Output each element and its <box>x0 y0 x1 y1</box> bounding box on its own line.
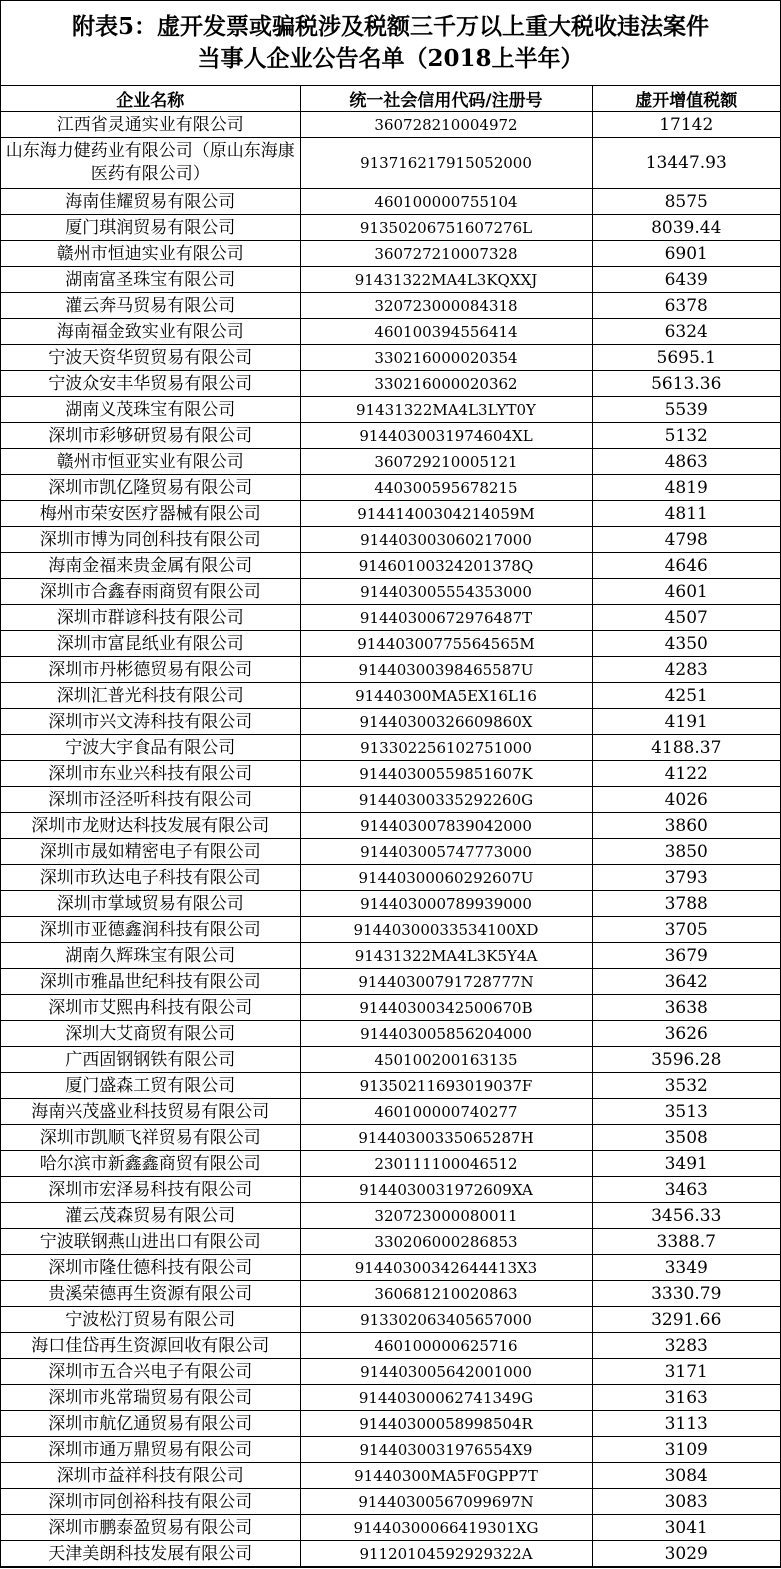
vat-amount-cell: 3109 <box>592 1437 780 1463</box>
table-row <box>1 1541 780 1567</box>
table-row <box>1 293 780 319</box>
credit-code-cell: 914403007839042000 <box>300 813 592 839</box>
header-credit-code: 统一社会信用代码/注册号 <box>300 86 592 112</box>
vat-amount-cell: 3850 <box>592 839 780 865</box>
company-name-cell: 湖南富圣珠宝有限公司 <box>1 267 300 293</box>
vat-amount-cell: 3642 <box>592 969 780 995</box>
vat-amount-cell: 8575 <box>592 189 780 215</box>
table-row <box>1 891 780 917</box>
vat-amount-cell: 4191 <box>592 709 780 735</box>
table-row <box>1 917 780 943</box>
vat-amount-cell: 5132 <box>592 423 780 449</box>
vat-amount-cell: 4507 <box>592 605 780 631</box>
vat-amount-cell: 4026 <box>592 787 780 813</box>
table-row <box>1 475 780 501</box>
credit-code-cell: 91440300559851607K <box>300 761 592 787</box>
credit-code-cell: 91440300033534100XD <box>300 917 592 943</box>
company-name-cell: 海南佳耀贸易有限公司 <box>1 189 300 215</box>
company-name-cell: 深圳市彩够研贸易有限公司 <box>1 423 300 449</box>
credit-code-cell: 91440300335292260G <box>300 787 592 813</box>
credit-code-cell: 91440300319765​54X9 <box>300 1437 592 1463</box>
vat-amount-cell: 3596.28 <box>592 1047 780 1073</box>
table-row <box>1 1437 780 1463</box>
credit-code-cell: 230111100046512 <box>300 1151 592 1177</box>
credit-code-cell: 91440300319726​09XA <box>300 1177 592 1203</box>
company-name-cell: 宁波众安丰华贸易有限公司 <box>1 371 300 397</box>
table-row <box>1 1151 780 1177</box>
credit-code-cell: 91440300335065287H <box>300 1125 592 1151</box>
vat-amount-cell: 3491 <box>592 1151 780 1177</box>
company-name-cell: 灌云茂森贸易有限公司 <box>1 1203 300 1229</box>
table-row <box>1 1359 780 1385</box>
company-name-cell: 深圳市龙财达科技发展有限公司 <box>1 813 300 839</box>
credit-code-cell: 320723000084318 <box>300 293 592 319</box>
vat-amount-cell: 3463 <box>592 1177 780 1203</box>
company-name-cell: 深圳市合鑫春雨商贸有限公司 <box>1 579 300 605</box>
vat-amount-cell: 3638 <box>592 995 780 1021</box>
company-name-cell: 深圳市鹏泰盈贸易有限公司 <box>1 1515 300 1541</box>
vat-amount-cell: 6378 <box>592 293 780 319</box>
credit-code-cell: 460100000625716 <box>300 1333 592 1359</box>
credit-code-cell: 91440300062741349G <box>300 1385 592 1411</box>
vat-amount-cell: 4122 <box>592 761 780 787</box>
table-row <box>1 709 780 735</box>
credit-code-cell: 330216000020362 <box>300 371 592 397</box>
table-row <box>1 995 780 1021</box>
table-row <box>1 969 780 995</box>
vat-amount-cell: 4350 <box>592 631 780 657</box>
credit-code-cell: 914403005747773000 <box>300 839 592 865</box>
vat-amount-cell: 17142 <box>592 112 780 138</box>
company-name-cell: 厦门琪润贸易有限公司 <box>1 215 300 241</box>
credit-code-cell: 914403003060217000 <box>300 527 592 553</box>
vat-amount-cell: 8039.44 <box>592 215 780 241</box>
company-name-cell: 海口佳岱再生资源回收有限公司 <box>1 1333 300 1359</box>
table-row <box>1 1411 780 1437</box>
table-row <box>1 371 780 397</box>
company-name-cell: 厦门盛森工贸有限公司 <box>1 1073 300 1099</box>
company-name-cell: 广西固钢钢铁有限公司 <box>1 1047 300 1073</box>
table-row <box>1 761 780 787</box>
table-row <box>1 1281 780 1307</box>
vat-amount-cell: 3679 <box>592 943 780 969</box>
vat-amount-cell: 5539 <box>592 397 780 423</box>
company-name-cell: 海南兴茂盛业科技贸易有限公司 <box>1 1099 300 1125</box>
company-name-cell: 深圳汇普光科技有限公司 <box>1 683 300 709</box>
credit-code-cell: 913302063405657000 <box>300 1307 592 1333</box>
table-row <box>1 345 780 371</box>
table-row <box>1 1021 780 1047</box>
vat-amount-cell: 4251 <box>592 683 780 709</box>
vat-amount-cell: 13447.93 <box>592 138 780 189</box>
table-row <box>1 605 780 631</box>
credit-code-cell: 360727210007328 <box>300 241 592 267</box>
company-name-cell: 深圳市艾熙冉科技有限公司 <box>1 995 300 1021</box>
company-name-cell: 海南金福来贵金属有限公司 <box>1 553 300 579</box>
table-row <box>1 1385 780 1411</box>
table-row <box>1 1515 780 1541</box>
table-row <box>1 189 780 215</box>
vat-amount-cell: 4819 <box>592 475 780 501</box>
table-row <box>1 683 780 709</box>
table-row <box>1 657 780 683</box>
vat-amount-cell: 6324 <box>592 319 780 345</box>
credit-code-cell: 913302256102751000 <box>300 735 592 761</box>
vat-amount-cell: 3532 <box>592 1073 780 1099</box>
vat-amount-cell: 3388.7 <box>592 1229 780 1255</box>
company-name-cell: 深圳大艾商贸有限公司 <box>1 1021 300 1047</box>
credit-code-cell: 91440300326609860X <box>300 709 592 735</box>
company-name-cell: 深圳市益祥科技有限公司 <box>1 1463 300 1489</box>
table-row <box>1 267 780 293</box>
table-row <box>1 631 780 657</box>
company-name-cell: 山东海力健药业有限公司（原山东海康医药有限公司） <box>1 138 300 189</box>
company-name-cell: 宁波天资华贸贸易有限公司 <box>1 345 300 371</box>
table-row <box>1 1307 780 1333</box>
vat-amount-cell: 3860 <box>592 813 780 839</box>
vat-amount-cell: 4601 <box>592 579 780 605</box>
credit-code-cell: 914403005856204000 <box>300 1021 592 1047</box>
table-row <box>1 397 780 423</box>
company-name-cell: 深圳市玖达电子科技有限公司 <box>1 865 300 891</box>
vat-amount-cell: 3291.66 <box>592 1307 780 1333</box>
company-name-cell: 深圳市东业兴科技有限公司 <box>1 761 300 787</box>
table-row <box>1 1463 780 1489</box>
credit-code-cell: 460100394556414 <box>300 319 592 345</box>
title-line-2: 当事人企业公告名单（2018上半年） <box>197 45 584 72</box>
credit-code-cell: 330206000286853 <box>300 1229 592 1255</box>
credit-code-cell: 360729210005121 <box>300 449 592 475</box>
table-row <box>1 943 780 969</box>
vat-amount-cell: 3626 <box>592 1021 780 1047</box>
vat-amount-cell: 3788 <box>592 891 780 917</box>
company-name-cell: 宁波联钢燕山进出口有限公司 <box>1 1229 300 1255</box>
vat-amount-cell: 6901 <box>592 241 780 267</box>
credit-code-cell: 91431322MA4L3KQXXJ <box>300 267 592 293</box>
company-name-cell: 深圳市凯顺飞祥贸易有限公司 <box>1 1125 300 1151</box>
company-name-cell: 深圳市隆仕德科技有限公司 <box>1 1255 300 1281</box>
company-name-cell: 深圳市泾泾听科技有限公司 <box>1 787 300 813</box>
company-name-cell: 深圳市五合兴电子有限公司 <box>1 1359 300 1385</box>
credit-code-cell: 91431322MA4L3LYT0Y <box>300 397 592 423</box>
vat-amount-cell: 3041 <box>592 1515 780 1541</box>
vat-amount-cell: 4798 <box>592 527 780 553</box>
table-row <box>1 215 780 241</box>
table-row <box>1 112 780 138</box>
vat-amount-cell: 3163 <box>592 1385 780 1411</box>
company-name-cell: 深圳市群谚科技有限公司 <box>1 605 300 631</box>
credit-code-cell: 450100200163135 <box>300 1047 592 1073</box>
vat-amount-cell: 3084 <box>592 1463 780 1489</box>
credit-code-cell: 320723000080011 <box>300 1203 592 1229</box>
company-name-cell: 赣州市恒亚实业有限公司 <box>1 449 300 475</box>
table-row <box>1 501 780 527</box>
table-title <box>1 1 780 86</box>
table-row <box>1 1333 780 1359</box>
header-row <box>1 86 780 112</box>
credit-code-cell: 91440300775564565M <box>300 631 592 657</box>
credit-code-cell: 91440300342644413X3 <box>300 1255 592 1281</box>
credit-code-cell: 91440300342500670B <box>300 995 592 1021</box>
credit-code-cell: 91431322MA4L3K5Y4A <box>300 943 592 969</box>
credit-code-cell: 91441400304214059M <box>300 501 592 527</box>
credit-code-cell: 91440300672976487T <box>300 605 592 631</box>
company-name-cell: 深圳市博为同创科技有限公司 <box>1 527 300 553</box>
company-name-cell: 深圳市丹彬德贸易有限公司 <box>1 657 300 683</box>
company-name-cell: 深圳市兴文涛科技有限公司 <box>1 709 300 735</box>
vat-amount-cell: 3705 <box>592 917 780 943</box>
company-name-cell: 深圳市富昆纸业有限公司 <box>1 631 300 657</box>
vat-amount-cell: 4811 <box>592 501 780 527</box>
company-name-cell: 湖南义茂珠宝有限公司 <box>1 397 300 423</box>
company-name-cell: 灌云奔马贸易有限公司 <box>1 293 300 319</box>
vat-amount-cell: 4188.37 <box>592 735 780 761</box>
table-row <box>1 449 780 475</box>
credit-code-cell: 330216000020354 <box>300 345 592 371</box>
credit-code-cell: 91440300060292607U <box>300 865 592 891</box>
vat-amount-cell: 5695.1 <box>592 345 780 371</box>
table-row <box>1 579 780 605</box>
table-row <box>1 1073 780 1099</box>
table-row <box>1 138 780 189</box>
header-company-name: 企业名称 <box>1 86 300 112</box>
company-name-cell: 梅州市荣安医疗器械有限公司 <box>1 501 300 527</box>
company-name-cell: 湖南久辉珠宝有限公司 <box>1 943 300 969</box>
company-name-cell: 深圳市凯亿隆贸易有限公司 <box>1 475 300 501</box>
company-name-cell: 赣州市恒迪实业有限公司 <box>1 241 300 267</box>
company-table <box>1 86 780 1567</box>
vat-amount-cell: 3171 <box>592 1359 780 1385</box>
credit-code-cell: 91120104592929322A <box>300 1541 592 1567</box>
company-name-cell: 宁波大宇食品有限公司 <box>1 735 300 761</box>
table-row <box>1 527 780 553</box>
table-row <box>1 813 780 839</box>
company-name-cell: 深圳市兆常瑞贸易有限公司 <box>1 1385 300 1411</box>
credit-code-cell: 914403000789939000 <box>300 891 592 917</box>
header-vat-amount: 虚开增值税额 <box>592 86 780 112</box>
table-row <box>1 423 780 449</box>
company-name-cell: 海南福金致实业有限公司 <box>1 319 300 345</box>
vat-amount-cell: 4283 <box>592 657 780 683</box>
vat-amount-cell: 3083 <box>592 1489 780 1515</box>
credit-code-cell: 440300595678215 <box>300 475 592 501</box>
table-row <box>1 1125 780 1151</box>
company-name-cell: 深圳市同创裕科技有限公司 <box>1 1489 300 1515</box>
table-row <box>1 839 780 865</box>
table-row <box>1 735 780 761</box>
table-row <box>1 865 780 891</box>
table-row <box>1 1177 780 1203</box>
credit-code-cell: 91440300MA5F0GPP7T <box>300 1463 592 1489</box>
company-name-cell: 深圳市雅晶世纪科技有限公司 <box>1 969 300 995</box>
vat-amount-cell: 3456.33 <box>592 1203 780 1229</box>
vat-amount-cell: 3029 <box>592 1541 780 1567</box>
table-row <box>1 1255 780 1281</box>
table-row <box>1 1203 780 1229</box>
credit-code-cell: 460100000740277 <box>300 1099 592 1125</box>
credit-code-cell: 91440300066419301XG <box>300 1515 592 1541</box>
vat-amount-cell: 3330.79 <box>592 1281 780 1307</box>
table-row <box>1 553 780 579</box>
company-name-cell: 深圳市掌域贸易有限公司 <box>1 891 300 917</box>
company-name-cell: 江西省灵通实业有限公司 <box>1 112 300 138</box>
credit-code-cell: 91440300567099697N <box>300 1489 592 1515</box>
table-row <box>1 787 780 813</box>
table-row <box>1 1489 780 1515</box>
credit-code-cell: 914403005642001000 <box>300 1359 592 1385</box>
credit-code-cell: 91440300058998504R <box>300 1411 592 1437</box>
title-line-1: 附表5：虚开发票或骗税涉及税额三千万以上重大税收违法案件 <box>71 13 709 40</box>
table-row <box>1 319 780 345</box>
vat-amount-cell: 3283 <box>592 1333 780 1359</box>
company-name-cell: 深圳市宏泽易科技有限公司 <box>1 1177 300 1203</box>
vat-amount-cell: 3508 <box>592 1125 780 1151</box>
credit-code-cell: 91440300MA5EX16L16 <box>300 683 592 709</box>
vat-amount-cell: 3349 <box>592 1255 780 1281</box>
company-name-cell: 哈尔滨市新鑫鑫商贸有限公司 <box>1 1151 300 1177</box>
credit-code-cell: 91350211693019037F <box>300 1073 592 1099</box>
table-row <box>1 1229 780 1255</box>
credit-code-cell: 460100000755104 <box>300 189 592 215</box>
credit-code-cell: 91440300398465587U <box>300 657 592 683</box>
credit-code-cell: 360728210004972 <box>300 112 592 138</box>
table-row <box>1 1099 780 1125</box>
company-name-cell: 宁波松汀贸易有限公司 <box>1 1307 300 1333</box>
vat-amount-cell: 3793 <box>592 865 780 891</box>
company-name-cell: 深圳市通万鼎贸易有限公司 <box>1 1437 300 1463</box>
table-body <box>1 112 780 1567</box>
company-name-cell: 贵溪荣德再生资源有限公司 <box>1 1281 300 1307</box>
company-name-cell: 深圳市晟如精密电子有限公司 <box>1 839 300 865</box>
credit-code-cell: 91460100324201378Q <box>300 553 592 579</box>
vat-amount-cell: 6439 <box>592 267 780 293</box>
credit-code-cell: 913716217915052000 <box>300 138 592 189</box>
credit-code-cell: 91350206751607276L <box>300 215 592 241</box>
credit-code-cell: 360681210020863 <box>300 1281 592 1307</box>
vat-amount-cell: 4646 <box>592 553 780 579</box>
credit-code-cell: 914403005554353000 <box>300 579 592 605</box>
vat-amount-cell: 5613.36 <box>592 371 780 397</box>
table-row <box>1 1047 780 1073</box>
vat-amount-cell: 4863 <box>592 449 780 475</box>
table-row <box>1 241 780 267</box>
vat-amount-cell: 3113 <box>592 1411 780 1437</box>
vat-amount-cell: 3513 <box>592 1099 780 1125</box>
credit-code-cell: 91440300791728777N <box>300 969 592 995</box>
credit-code-cell: 91440300319746​04XL <box>300 423 592 449</box>
company-name-cell: 天津美朗科技发展有限公司 <box>1 1541 300 1567</box>
company-name-cell: 深圳市亚德鑫润科技有限公司 <box>1 917 300 943</box>
company-name-cell: 深圳市航亿通贸易有限公司 <box>1 1411 300 1437</box>
